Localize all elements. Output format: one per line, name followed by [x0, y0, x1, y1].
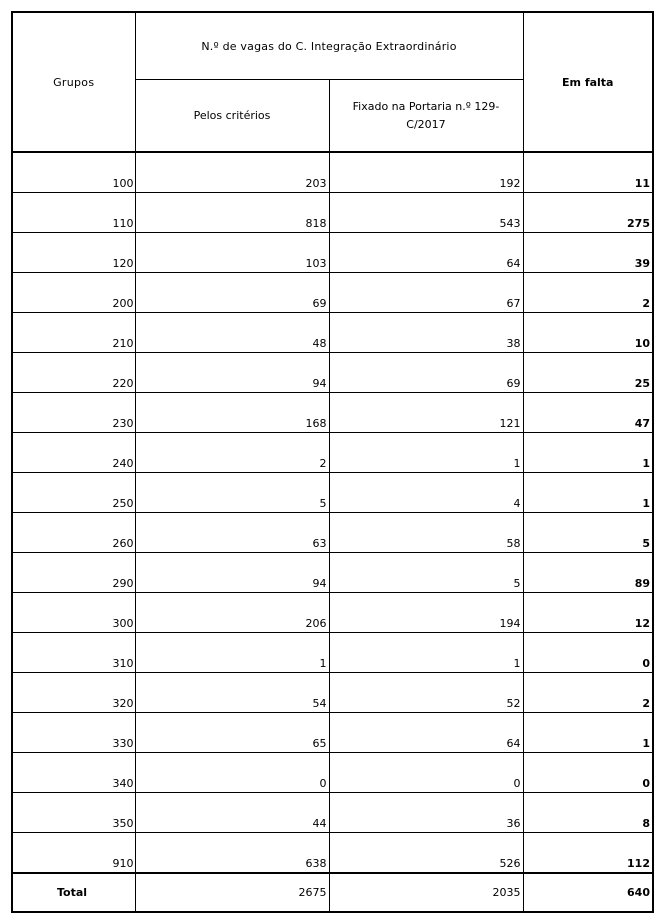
cell-em-falta: 5: [523, 513, 653, 553]
cell-grupo: 330: [12, 713, 135, 753]
cell-pelos-criterios: 103: [135, 233, 329, 273]
cell-pelos-criterios: 638: [135, 833, 329, 874]
cell-pelos-criterios: 2: [135, 433, 329, 473]
cell-grupo: 220: [12, 353, 135, 393]
header-em-falta: Em falta: [523, 12, 653, 152]
cell-fixado-portaria: 52: [329, 673, 523, 713]
cell-em-falta: 47: [523, 393, 653, 433]
cell-fixado-portaria: 121: [329, 393, 523, 433]
table-row: [12, 553, 653, 593]
cell-em-falta: 0: [523, 753, 653, 793]
total-label: Total: [12, 873, 135, 912]
cell-em-falta: 10: [523, 313, 653, 353]
cell-fixado-portaria: 5: [329, 553, 523, 593]
cell-grupo: 290: [12, 553, 135, 593]
table-row: [12, 313, 653, 353]
cell-fixado-portaria: 64: [329, 233, 523, 273]
cell-grupo: 210: [12, 313, 135, 353]
table-row: [12, 633, 653, 673]
table-row: [12, 152, 653, 193]
total-criterios: 2675: [135, 873, 329, 912]
cell-em-falta: 39: [523, 233, 653, 273]
cell-pelos-criterios: 54: [135, 673, 329, 713]
table-row: [12, 193, 653, 233]
header-pelos-criterios: Pelos critérios: [135, 80, 329, 153]
table-row: [12, 273, 653, 313]
cell-em-falta: 275: [523, 193, 653, 233]
cell-em-falta: 112: [523, 833, 653, 874]
table-row: [12, 433, 653, 473]
cell-fixado-portaria: 67: [329, 273, 523, 313]
cell-fixado-portaria: 194: [329, 593, 523, 633]
cell-grupo: 310: [12, 633, 135, 673]
cell-em-falta: 1: [523, 713, 653, 753]
cell-pelos-criterios: 44: [135, 793, 329, 833]
cell-grupo: 230: [12, 393, 135, 433]
cell-pelos-criterios: 48: [135, 313, 329, 353]
cell-em-falta: 25: [523, 353, 653, 393]
cell-pelos-criterios: 203: [135, 152, 329, 193]
cell-fixado-portaria: 526: [329, 833, 523, 874]
table-row: [12, 393, 653, 433]
cell-em-falta: 8: [523, 793, 653, 833]
cell-fixado-portaria: 1: [329, 633, 523, 673]
table-row: [12, 473, 653, 513]
cell-pelos-criterios: 206: [135, 593, 329, 633]
cell-grupo: 340: [12, 753, 135, 793]
cell-pelos-criterios: 5: [135, 473, 329, 513]
cell-grupo: 350: [12, 793, 135, 833]
cell-em-falta: 11: [523, 152, 653, 193]
cell-em-falta: 12: [523, 593, 653, 633]
vagas-table: [11, 11, 654, 913]
cell-pelos-criterios: 65: [135, 713, 329, 753]
vagas-table-frame: [11, 11, 652, 899]
cell-em-falta: 89: [523, 553, 653, 593]
cell-grupo: 910: [12, 833, 135, 874]
cell-grupo: 120: [12, 233, 135, 273]
cell-em-falta: 0: [523, 633, 653, 673]
table-row: [12, 233, 653, 273]
total-row: [12, 873, 653, 912]
cell-grupo: 100: [12, 152, 135, 193]
cell-grupo: 200: [12, 273, 135, 313]
table-row: [12, 753, 653, 793]
cell-pelos-criterios: 94: [135, 353, 329, 393]
cell-grupo: 110: [12, 193, 135, 233]
table-body: [12, 152, 653, 873]
cell-fixado-portaria: 192: [329, 152, 523, 193]
cell-grupo: 250: [12, 473, 135, 513]
cell-fixado-portaria: 543: [329, 193, 523, 233]
table-row: [12, 713, 653, 753]
cell-fixado-portaria: 4: [329, 473, 523, 513]
cell-pelos-criterios: 0: [135, 753, 329, 793]
header-fixado-portaria: Fixado na Portaria n.º 129-C/2017: [329, 80, 523, 153]
cell-grupo: 260: [12, 513, 135, 553]
cell-em-falta: 2: [523, 673, 653, 713]
cell-grupo: 240: [12, 433, 135, 473]
cell-fixado-portaria: 38: [329, 313, 523, 353]
table-row: [12, 513, 653, 553]
cell-em-falta: 1: [523, 433, 653, 473]
cell-fixado-portaria: 1: [329, 433, 523, 473]
table-row: [12, 353, 653, 393]
cell-fixado-portaria: 64: [329, 713, 523, 753]
header-grupos: Grupos: [12, 12, 135, 152]
cell-pelos-criterios: 63: [135, 513, 329, 553]
cell-grupo: 320: [12, 673, 135, 713]
table-row: [12, 593, 653, 633]
cell-pelos-criterios: 818: [135, 193, 329, 233]
cell-pelos-criterios: 94: [135, 553, 329, 593]
cell-pelos-criterios: 69: [135, 273, 329, 313]
table-row: [12, 673, 653, 713]
cell-pelos-criterios: 168: [135, 393, 329, 433]
cell-em-falta: 1: [523, 473, 653, 513]
total-falta: 640: [523, 873, 653, 912]
table-row: [12, 793, 653, 833]
cell-em-falta: 2: [523, 273, 653, 313]
cell-grupo: 300: [12, 593, 135, 633]
header-vagas-title: N.º de vagas do C. Integração Extraordinário: [135, 12, 523, 80]
cell-fixado-portaria: 36: [329, 793, 523, 833]
cell-fixado-portaria: 58: [329, 513, 523, 553]
total-portaria: 2035: [329, 873, 523, 912]
cell-pelos-criterios: 1: [135, 633, 329, 673]
cell-fixado-portaria: 69: [329, 353, 523, 393]
table-row: [12, 833, 653, 874]
cell-fixado-portaria: 0: [329, 753, 523, 793]
